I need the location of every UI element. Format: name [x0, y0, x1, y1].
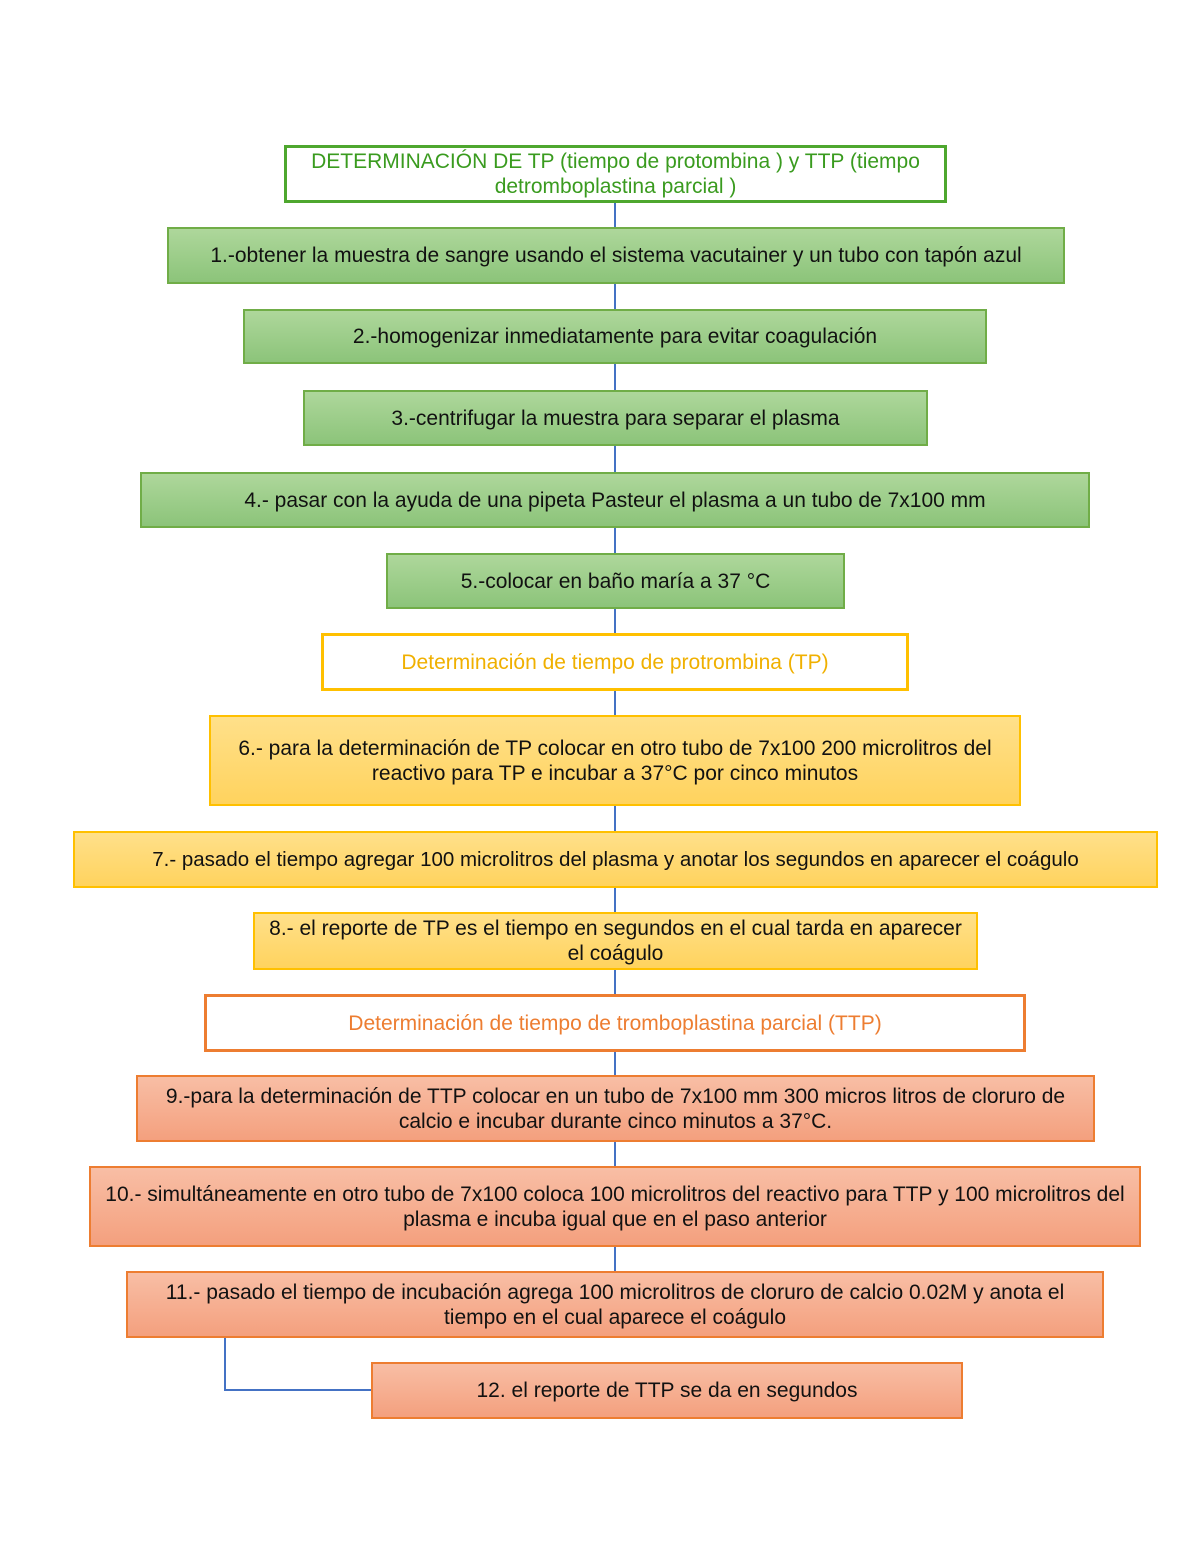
step-7-box: [73, 831, 1158, 888]
step-2-box: [243, 309, 987, 364]
step-12-text: 12. el reporte de TTP se da en segundos: [476, 1379, 858, 1402]
tp-header-text: Determinación de tiempo de protrombina (TP): [401, 650, 829, 674]
step-11-text: 11.- pasado el tiempo de incubación agrega 100 microlitros de cloruro de calcio 0.02M y anota el tiempo en el cual aparece el coágulo: [165, 1280, 1065, 1329]
step-1-text: 1.-obtener la muestra de sangre usando el sistema vacutainer y un tubo con tapón azul: [210, 244, 1022, 267]
step-1-box: [167, 227, 1065, 284]
step-12-box: [371, 1362, 963, 1419]
step-11-box: [126, 1271, 1104, 1338]
step-6-box: [209, 715, 1021, 806]
step-5-box: [386, 553, 845, 609]
step-2-text: 2.-homogenizar inmediatamente para evitar coagulación: [352, 325, 878, 348]
step-6-text: 6.- para la determinación de TP colocar en otro tubo de 7x100 200 microlitros del reactivo para TP e incubar a 37°C por cinco minutos: [238, 736, 992, 785]
step-10-text: 10.- simultáneamente en otro tubo de 7x100 coloca 100 microlitros del reactivo para TTP y 100 microlitros del plasma e incuba igual que en el paso anterior: [105, 1182, 1125, 1231]
step-10-box: [89, 1166, 1141, 1247]
title-text: DETERMINACIÓN DE TP (tiempo de protombina ) y TTP (tiempo detromboplastina parcial ): [311, 150, 920, 198]
step-7-text: 7.- pasado el tiempo agregar 100 microlitros del plasma y anotar los segundos en aparecer el coágulo: [152, 848, 1079, 871]
title-box: [284, 145, 947, 203]
step-9-text: 9.-para la determinación de TTP colocar en un tubo de 7x100 mm 300 micros litros de cloruro de calcio e incubar durante cinco minutos a 37°C.: [165, 1084, 1066, 1133]
step-3-text: 3.-centrifugar la muestra para separar el plasma: [391, 406, 840, 430]
step-4-box: [140, 472, 1090, 528]
connector-s11-s12: [225, 1338, 371, 1390]
step-9-box: [136, 1075, 1095, 1142]
ttp-header-box: [204, 994, 1026, 1052]
step-4-text: 4.- pasar con la ayuda de una pipeta Pasteur el plasma a un tubo de 7x100 mm: [244, 488, 986, 512]
step-5-text: 5.-colocar en baño maría a 37 °C: [460, 569, 771, 593]
ttp-header-text: Determinación de tiempo de tromboplastina parcial (TTP): [348, 1011, 882, 1035]
tp-header-box: [321, 633, 909, 691]
step-8-box: [253, 912, 978, 970]
step-8-text: 8.- el reporte de TP es el tiempo en segundos en el cual tarda en aparecer el coágulo: [269, 917, 962, 965]
step-3-box: [303, 390, 928, 446]
